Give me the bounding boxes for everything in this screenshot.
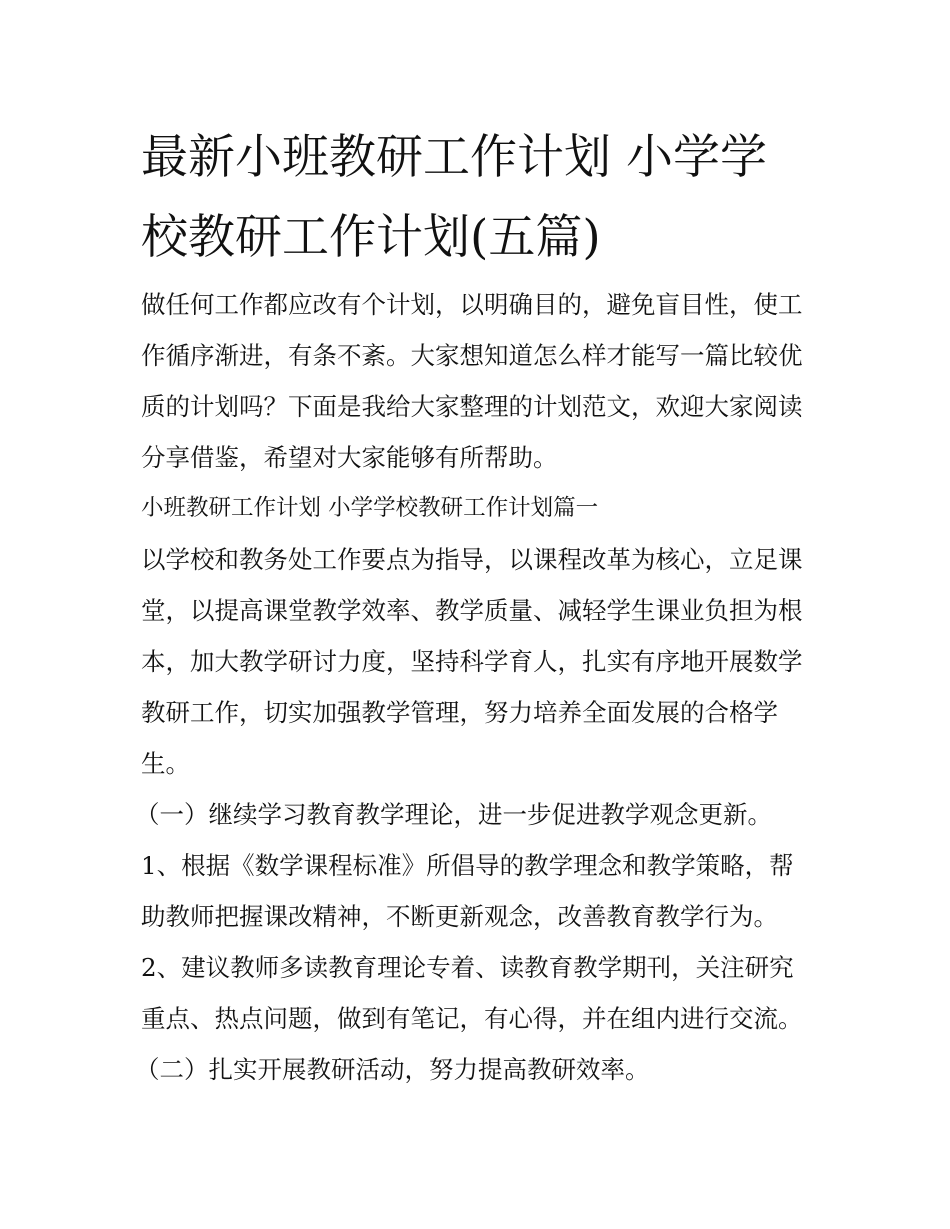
section-paragraph — [141, 534, 821, 789]
intro-line: 分享借鉴，希望对大家能够有所帮助。 — [141, 443, 558, 472]
paragraph-line: 生。 — [141, 749, 190, 778]
list-item-2 — [141, 942, 821, 1044]
list-item-line: 助教师把握课改精神，不断更新观念，改善教育教学行为。 — [141, 902, 778, 931]
section-heading: 小班教研工作计划 小学学校教研工作计划篇一 — [141, 495, 599, 521]
list-item-line: 重点、热点问题，做到有笔记，有心得，并在组内进行交流。 — [141, 1004, 803, 1033]
paragraph-line: 以学校和教务处工作要点为指导，以课程改革为核心，立足课 — [141, 545, 803, 574]
document-body — [135, 279, 821, 1095]
paragraph-line: 教研工作，切实加强教学管理，努力培养全面发展的合格学 — [141, 698, 778, 727]
title-line-2: 校教研工作计划(五篇) — [141, 210, 601, 265]
intro-line: 做任何工作都应改有个计划，以明确目的，避免盲目性，使工 — [141, 290, 803, 319]
intro-line: 质的计划吗？下面是我给大家整理的计划范文，欢迎大家阅读 — [141, 392, 803, 421]
paragraph-line: 本，加大教学研讨力度，坚持科学育人，扎实有序地开展数学 — [141, 647, 803, 676]
title-line-1: 最新小班教研工作计划 小学学 — [141, 130, 767, 185]
subsection-heading-1: （一）继续学习教育教学理论，进一步促进教学观念更新。 — [135, 800, 772, 829]
document-title — [141, 118, 821, 278]
list-item-line: 1、根据《数学课程标准》所倡导的教学理念和教学策略，帮 — [141, 851, 794, 880]
intro-paragraph — [141, 279, 821, 483]
list-item-1 — [141, 840, 821, 942]
intro-line: 作循序渐进，有条不紊。大家想知道怎么样才能写一篇比较优 — [141, 341, 803, 370]
paragraph-line: 堂，以提高课堂教学效率、教学质量、减轻学生课业负担为根 — [141, 596, 803, 625]
subsection-heading-2: （二）扎实开展教研活动，努力提高教研效率。 — [135, 1055, 650, 1084]
list-item-line: 2、建议教师多读教育理论专着、读教育教学期刊，关注研究 — [141, 953, 794, 982]
